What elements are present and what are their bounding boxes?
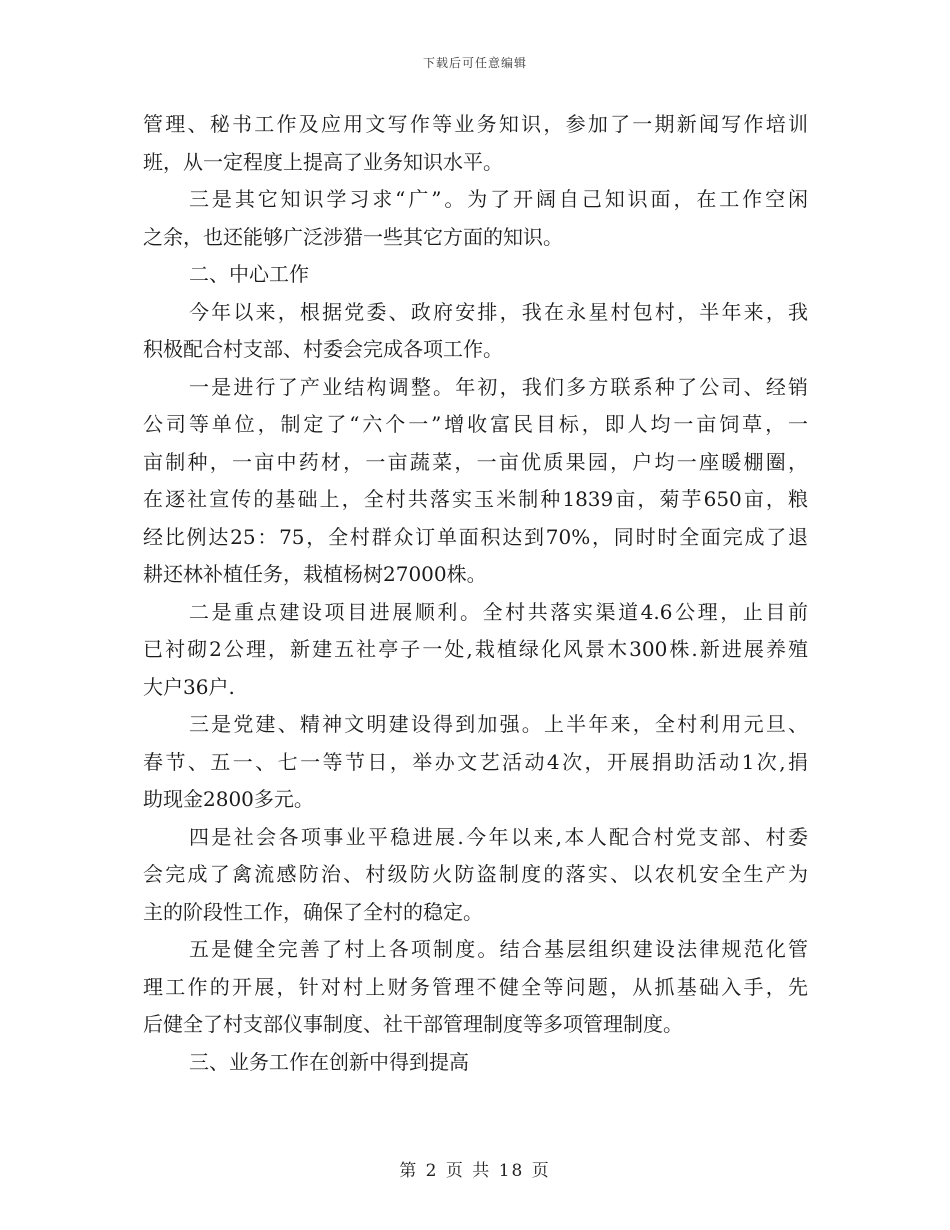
text-line: 积极配合村支部、村委会完成各项工作。 <box>143 337 503 361</box>
text-line: 三是党建、精神文明建设得到加强。上半年来，全村利用元旦、 <box>189 712 808 736</box>
text-line: 春节、五一、七一等节日，举办文艺活动4次，开展捐助活动1次,捐 <box>143 749 808 774</box>
text-line: 主的阶段性工作，确保了全村的稳定。 <box>143 899 483 924</box>
text-line: 班，从一定程度上提高了业务知识水平。 <box>143 149 503 174</box>
text-line: 亩制种，一亩中药材，一亩蔬菜，一亩优质果园，户均一座暖棚圈， <box>143 449 808 474</box>
text-line: 公司等单位，制定了“六个一”增收富民目标，即人均一亩饲草，一 <box>143 412 808 436</box>
text-line: 已衬砌2公理，新建五社亭子一处,栽植绿化风景木300株.新进展养殖 <box>143 637 808 661</box>
text-line: 在逐社宣传的基础上，全村共落实玉米制种1839亩，菊芋650亩，粮 <box>143 487 808 511</box>
text-line: 耕还林补植任务，栽植杨树27000株。 <box>143 562 487 586</box>
text-line: 今年以来，根据党委、政府安排，我在永星村包村，半年来，我 <box>189 299 808 324</box>
text-line: 二是重点建设项目进展顺利。全村共落实渠道4.6公理，止目前 <box>189 599 808 624</box>
section-heading: 三、业务工作在创新中得到提高 <box>189 1049 469 1074</box>
text-line: 理工作的开展，针对村上财务管理不健全等问题，从抓基础入手，先 <box>143 974 808 999</box>
text-line: 一是进行了产业结构调整。年初，我们多方联系种了公司、经销 <box>189 374 808 399</box>
document-body <box>143 106 808 1081</box>
text-line: 管理、秘书工作及应用文写作等业务知识，参加了一期新闻写作培训 <box>143 112 808 136</box>
text-line: 后健全了村支部仪事制度、社干部管理制度等多项管理制度。 <box>143 1012 683 1036</box>
text-line: 助现金2800多元。 <box>143 787 314 811</box>
section-heading: 二、中心工作 <box>189 262 309 286</box>
text-line: 三是其它知识学习求“广”。为了开阔自己知识面，在工作空闲 <box>189 187 808 211</box>
text-line: 之余，也还能够广泛涉猎一些其它方面的知识。 <box>143 224 563 249</box>
text-line: 四是社会各项事业平稳进展.今年以来,本人配合村党支部、村委 <box>189 824 808 849</box>
header-note: 下载后可任意编辑 <box>422 56 527 70</box>
page-number-footer: 第 2 页 共 18 页 <box>399 1161 551 1181</box>
text-line: 五是健全完善了村上各项制度。结合基层组织建设法律规范化管 <box>189 937 808 961</box>
text-line: 大户36户. <box>143 674 235 699</box>
text-line: 经比例达25：75，全村群众订单面积达到70%，同时时全面完成了退 <box>143 524 808 549</box>
text-line: 会完成了禽流感防治、村级防火防盗制度的落实、以农机安全生产为 <box>143 862 808 886</box>
